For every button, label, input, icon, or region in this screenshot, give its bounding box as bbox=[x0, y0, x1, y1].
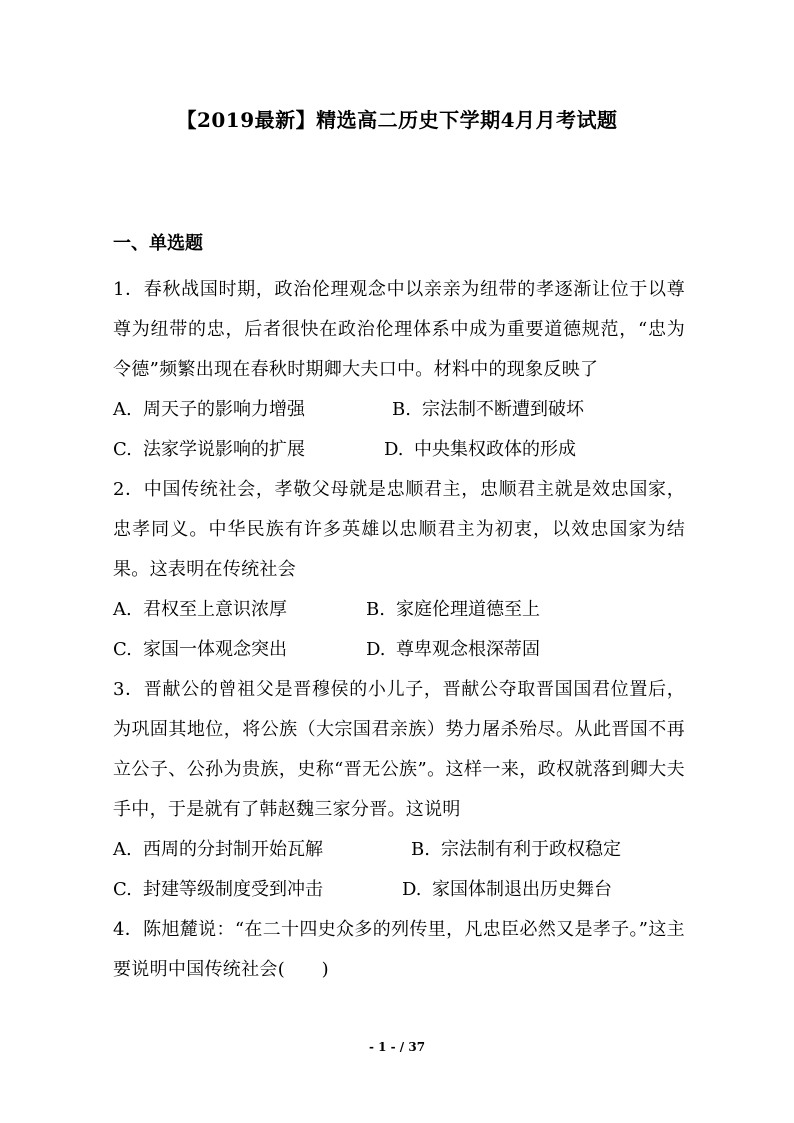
question-3-options-row-2 bbox=[113, 870, 685, 910]
document-title: 【2019最新】精选高二历史下学期4月月考试题 bbox=[176, 108, 618, 132]
question-2-options-row-2 bbox=[113, 630, 685, 670]
page-number: - 1 - / 37 bbox=[368, 1040, 426, 1054]
option-text: 家国一体观念突出 bbox=[143, 639, 287, 660]
option-label: B. bbox=[411, 839, 430, 860]
question-1-option-c bbox=[113, 430, 384, 470]
option-text: 法家学说影响的扩展 bbox=[143, 439, 305, 460]
question-2-option-c bbox=[113, 630, 366, 670]
option-label: D. bbox=[384, 439, 404, 460]
question-3-option-d bbox=[402, 870, 612, 910]
question-3-text: 3．晋献公的曾祖父是晋穆侯的小儿子，晋献公夺取晋国国君位置后，为巩固其地位，将公族（大宗国君亲族）势力屠杀殆尽。从此晋国不再立公子、公孙为贵族，史称“晋无公族”。这样一来，政权就落到卿大夫手中，于是就有了韩赵魏三家分晋。这说明 bbox=[113, 679, 685, 820]
option-label: A. bbox=[113, 599, 132, 620]
question-3-option-c bbox=[113, 870, 402, 910]
question-1-options-row-2 bbox=[113, 430, 685, 470]
question-2-text: 2．中国传统社会，孝敬父母就是忠顺君主，忠顺君主就是效忠国家，忠孝同义。中华民族有许多英雄以忠顺君主为初衷，以效忠国家为结果。这表明在传统社会 bbox=[113, 479, 685, 580]
question-2-option-d bbox=[366, 630, 540, 670]
option-text: 尊卑观念根深蒂固 bbox=[396, 639, 540, 660]
option-text: 封建等级制度受到冲击 bbox=[143, 879, 323, 900]
question-1-option-b bbox=[392, 390, 584, 430]
option-label: D. bbox=[366, 639, 386, 660]
option-label: D. bbox=[402, 879, 422, 900]
option-label: A. bbox=[113, 839, 132, 860]
option-label: B. bbox=[366, 599, 385, 620]
question-2-options-row-1 bbox=[113, 590, 685, 630]
question-2-option-a bbox=[113, 590, 366, 630]
question-1-option-a bbox=[113, 390, 392, 430]
question-4-text: 4．陈旭麓说：“在二十四史众多的列传里，凡忠臣必然又是孝子。”这主要说明中国传统社会( ) bbox=[113, 919, 685, 980]
option-text: 周天子的影响力增强 bbox=[143, 399, 305, 420]
question-3-options-row-1 bbox=[113, 830, 685, 870]
question-1-options-row-1 bbox=[113, 390, 685, 430]
option-text: 中央集权政体的形成 bbox=[414, 439, 576, 460]
option-label: C. bbox=[113, 879, 132, 900]
option-text: 家国体制退出历史舞台 bbox=[432, 879, 612, 900]
option-text: 家庭伦理道德至上 bbox=[396, 599, 540, 620]
question-3-option-b bbox=[411, 830, 621, 870]
question-2-option-b bbox=[366, 590, 540, 630]
option-text: 君权至上意识浓厚 bbox=[143, 599, 287, 620]
question-3-option-a bbox=[113, 830, 411, 870]
question-1-option-d bbox=[384, 430, 576, 470]
document-body bbox=[113, 228, 685, 990]
option-text: 西周的分封制开始瓦解 bbox=[143, 839, 323, 860]
section-heading: 一、单选题 bbox=[113, 233, 203, 254]
option-label: C. bbox=[113, 639, 132, 660]
question-1-text: 1．春秋战国时期，政治伦理观念中以亲亲为纽带的孝逐渐让位于以尊尊为纽带的忠，后者很快在政治伦理体系中成为重要道德规范，“忠为令德”频繁出现在春秋时期卿大夫口中。材料中的现象反映了 bbox=[113, 279, 685, 380]
option-text: 宗法制有利于政权稳定 bbox=[441, 839, 621, 860]
option-label: A. bbox=[113, 399, 132, 420]
option-label: C. bbox=[113, 439, 132, 460]
option-label: B. bbox=[392, 399, 411, 420]
option-text: 宗法制不断遭到破坏 bbox=[422, 399, 584, 420]
